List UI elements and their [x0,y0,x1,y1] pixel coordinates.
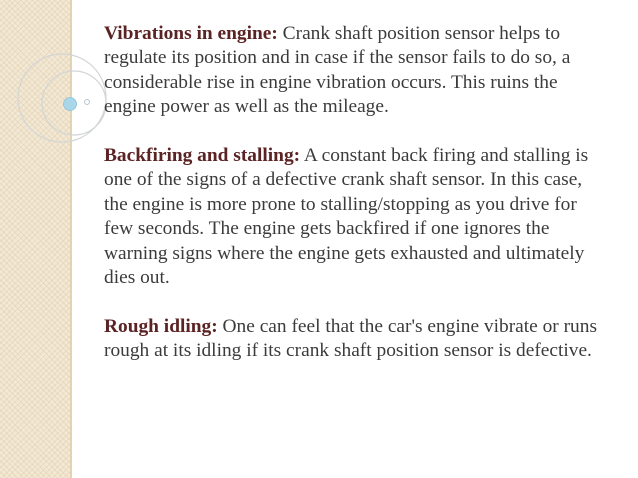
section-body: One can feel that the car's engine vibrate or runs rough at its idling if its crank shaft position sensor is defective. [104,315,597,362]
slide-content [104,22,609,388]
section-body: Crank shaft position sensor helps to regulate its position and in case if the sensor fails to do so, a considerable rise in engine vibration occurs. This ruins the engine power as well as the mileage. [104,23,571,118]
strip-edge-divider [70,0,72,478]
section-heading: Rough idling: [104,315,218,337]
section-rough-idling [104,315,609,364]
section-body: A constant back firing and stalling is one of the signs of a defective crank shaft sensor. In this case, the engine is more prone to stalling/stopping as you drive for few seconds. The engine gets backfired if one ignores the warning signs where the engine gets exhausted and ultimately dies out. [104,145,589,289]
left-decorative-strip [0,0,70,478]
section-heading: Vibrations in engine: [104,23,278,44]
decorative-dot-small [85,100,90,105]
section-backfiring [104,144,609,290]
section-heading: Backfiring and stalling: [104,145,301,167]
section-vibrations [104,22,609,120]
